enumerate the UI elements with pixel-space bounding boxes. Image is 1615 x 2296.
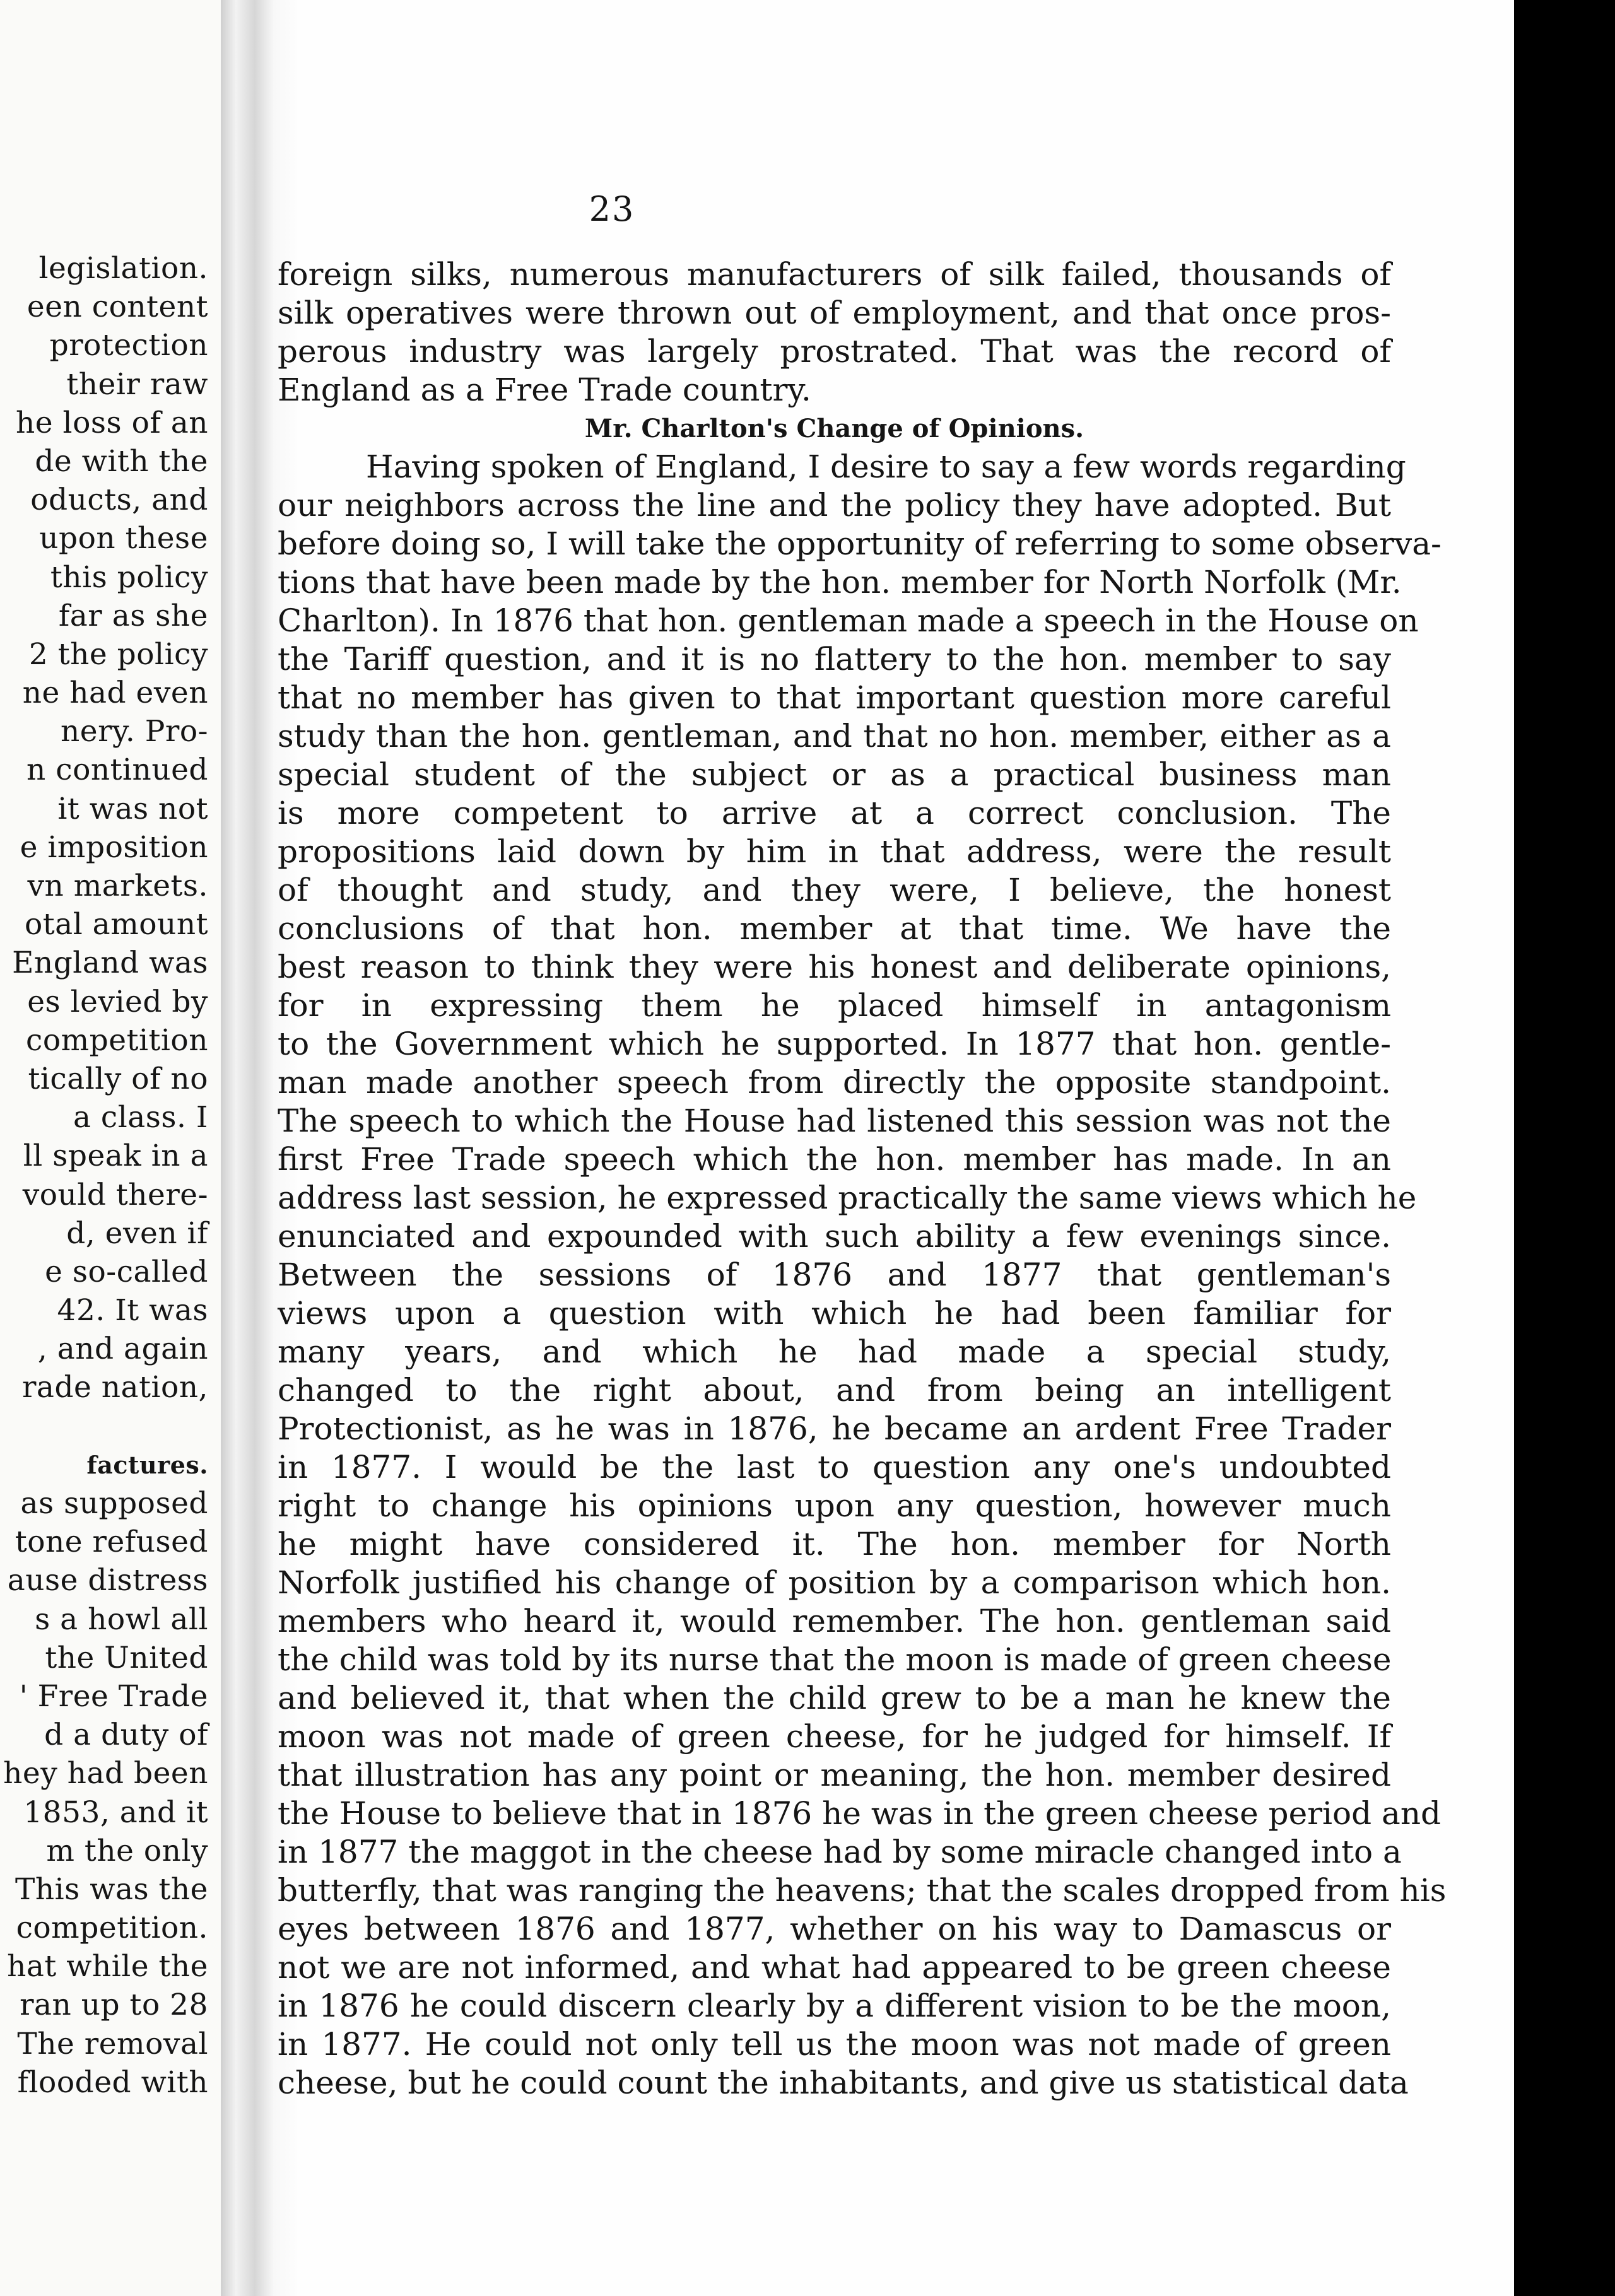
left-page-line: ' Free Trade (19, 1678, 208, 1714)
left-page-line (0, 1407, 208, 1446)
left-page-line: e imposition (20, 829, 208, 865)
left-page-line: 2 the policy (28, 636, 208, 672)
left-page-line: een content (26, 290, 208, 325)
left-page-line: protection (49, 328, 208, 363)
left-page-line: ne had even (22, 676, 208, 711)
left-page-line: he loss of an (16, 405, 208, 440)
body-line: Between the sessions of 1876 and 1877 that gentleman's (278, 1256, 1391, 1293)
left-page-line: n continued (26, 753, 208, 788)
body-line: he might have considered it. The hon. member for North (278, 1526, 1391, 1562)
body-line: our neighbors across the line and the policy they have adopted. But (278, 487, 1391, 524)
left-page-line: the United (45, 1640, 208, 1675)
body-line: Protectionist, as he was in 1876, he became an ardent Free Trader (278, 1410, 1391, 1447)
body-line: foreign silks, numerous manufacturers of silk failed, thousands of (278, 256, 1391, 293)
left-page-line: as supposed (20, 1486, 208, 1521)
body-line: cheese, but he could count the inhabitants, and give us statistical data (278, 2065, 1409, 2101)
left-page-line: d, even if (66, 1215, 208, 1251)
body-line: members who heard it, would remember. The hon. gentleman said (278, 1603, 1391, 1639)
left-page-line: tone refused (15, 1525, 208, 1560)
left-page-line: d a duty of (44, 1718, 208, 1753)
left-page-line: vould there- (22, 1177, 208, 1212)
body-line: to the Government which he supported. In 1877 that hon. gentle- (278, 1026, 1391, 1062)
left-page-line: a class. I (73, 1100, 208, 1135)
left-page-line: competition. (16, 1911, 208, 1946)
body-line: tions that have been made by the hon. member for North Norfolk (Mr. (278, 564, 1402, 600)
left-page-line: The removal (17, 2026, 208, 2061)
left-page-line: competition (26, 1022, 208, 1058)
left-page-line: ll speak in a (23, 1139, 208, 1174)
left-page-line: hat while the (7, 1949, 208, 1984)
body-line: England as a Free Trade country. (278, 372, 811, 408)
body-line: in 1877 the maggot in the cheese had by some miracle changed into a (278, 1834, 1402, 1870)
left-page-lines (0, 249, 208, 2102)
left-page-line: e so-called (45, 1254, 208, 1289)
body-line: views upon a question with which he had been familiar for (278, 1295, 1391, 1332)
body-line: right to change his opinions upon any question, however much (278, 1487, 1391, 1524)
body-line: many years, and which he had made a special study, (278, 1333, 1391, 1370)
left-page-line: ran up to 28 (20, 1988, 208, 2023)
body-line: study than the hon. gentleman, and that no hon. member, either as a (278, 718, 1391, 754)
left-page-line: this policy (50, 559, 208, 595)
body-text (278, 255, 1447, 2102)
body-line: propositions laid down by him in that address, were the result (278, 833, 1391, 870)
left-page-line: 1853, and it (23, 1795, 208, 1830)
left-page-line: This was the (15, 1871, 208, 1907)
left-page-line: oducts, and (30, 483, 208, 518)
left-page-fragment (0, 0, 221, 2296)
body-line: silk operatives were thrown out of employment, and that once pros- (278, 295, 1391, 331)
left-page-line: tically of no (28, 1061, 208, 1096)
left-page-line: legislation. (38, 251, 208, 286)
body-line: of thought and study, and they were, I believe, the honest (278, 872, 1391, 908)
body-line: Charlton). In 1876 that hon. gentleman made a speech in the House on (278, 602, 1419, 639)
body-line: in 1877. I would be the last to question any one's undoubted (278, 1449, 1391, 1485)
left-page-line: m the only (46, 1833, 208, 1868)
body-line: Norfolk justified his change of position by a comparison which hon. (278, 1564, 1391, 1601)
left-page-line: flooded with (17, 2065, 208, 2100)
page-number: 23 (589, 189, 635, 229)
body-line: enunciated and expounded with such ability a few evenings since. (278, 1218, 1391, 1255)
left-page-line: 42. It was (57, 1293, 208, 1328)
left-page-line: upon these (39, 521, 208, 556)
body-line: for in expressing them he placed himself in antagonism (278, 987, 1391, 1024)
body-line: Having spoken of England, I desire to say a few words regarding (366, 448, 1406, 485)
body-line: in 1877. He could not only tell us the moon was not made of green (278, 2026, 1391, 2063)
left-page-line: de with the (35, 443, 208, 479)
body-line: in 1876 he could discern clearly by a different vision to be the moon, (278, 1988, 1391, 2024)
body-line: changed to the right about, and from being an intelligent (278, 1372, 1391, 1409)
body-line: man made another speech from directly the opposite standpoint. (278, 1064, 1391, 1101)
left-page-line: s a howl all (35, 1602, 208, 1637)
left-page-line: ause distress (7, 1563, 208, 1598)
left-page-line: nery. Pro- (60, 714, 208, 749)
body-line: the Tariff question, and it is no flattery to the hon. member to say (278, 641, 1391, 677)
left-page-line: otal amount (25, 907, 208, 942)
body-line: conclusions of that hon. member at that time. We have the (278, 910, 1391, 947)
left-page-line: their raw (66, 366, 208, 402)
body-line: The speech to which the House had listened this session was not the (278, 1103, 1391, 1139)
left-page-line: far as she (58, 598, 208, 633)
left-page-line: hey had been (3, 1756, 208, 1791)
body-line: moon was not made of green cheese, for he judged for himself. If (278, 1718, 1391, 1755)
body-line: the child was told by its nurse that the moon is made of green cheese (278, 1641, 1392, 1678)
left-page-line: England was (12, 946, 208, 981)
body-line: perous industry was largely prostrated. That was the record of (278, 333, 1391, 370)
body-line: and believed it, that when the child grew to be a man he knew the (278, 1680, 1391, 1716)
body-line: special student of the subject or as a practical business man (278, 756, 1391, 793)
left-page-line: es levied by (27, 984, 208, 1019)
body-line: before doing so, I will take the opportunity of referring to some observa- (278, 525, 1442, 562)
body-line: is more competent to arrive at a correct conclusion. The (278, 795, 1391, 831)
body-line: eyes between 1876 and 1877, whether on his way to Damascus or (278, 1911, 1391, 1947)
body-line: not we are not informed, and what had appeared to be green cheese (278, 1949, 1391, 1986)
body-line: that illustration has any point or meaning, the hon. member desired (278, 1757, 1391, 1793)
body-line: address last session, he expressed practically the same views which he (278, 1180, 1417, 1216)
body-line: first Free Trade speech which the hon. member has made. In an (278, 1141, 1391, 1178)
body-line: the House to believe that in 1876 he was in the green cheese period and (278, 1795, 1442, 1832)
body-line: that no member has given to that important question more careful (278, 679, 1391, 716)
left-page-line: vn markets. (27, 869, 208, 903)
body-line: best reason to think they were his honest and deliberate opinions, (278, 949, 1391, 985)
left-page-line: factures. (86, 1450, 208, 1479)
left-page-line: , and again (37, 1332, 208, 1367)
body-line: butterfly, that was ranging the heavens; that the scales dropped from his (278, 1872, 1447, 1909)
section-heading: Mr. Charlton's Change of Opinions. (584, 414, 1084, 443)
left-page-line: rade nation, (21, 1370, 208, 1405)
scan-edge (1514, 0, 1615, 2296)
left-page-line: it was not (57, 791, 208, 826)
